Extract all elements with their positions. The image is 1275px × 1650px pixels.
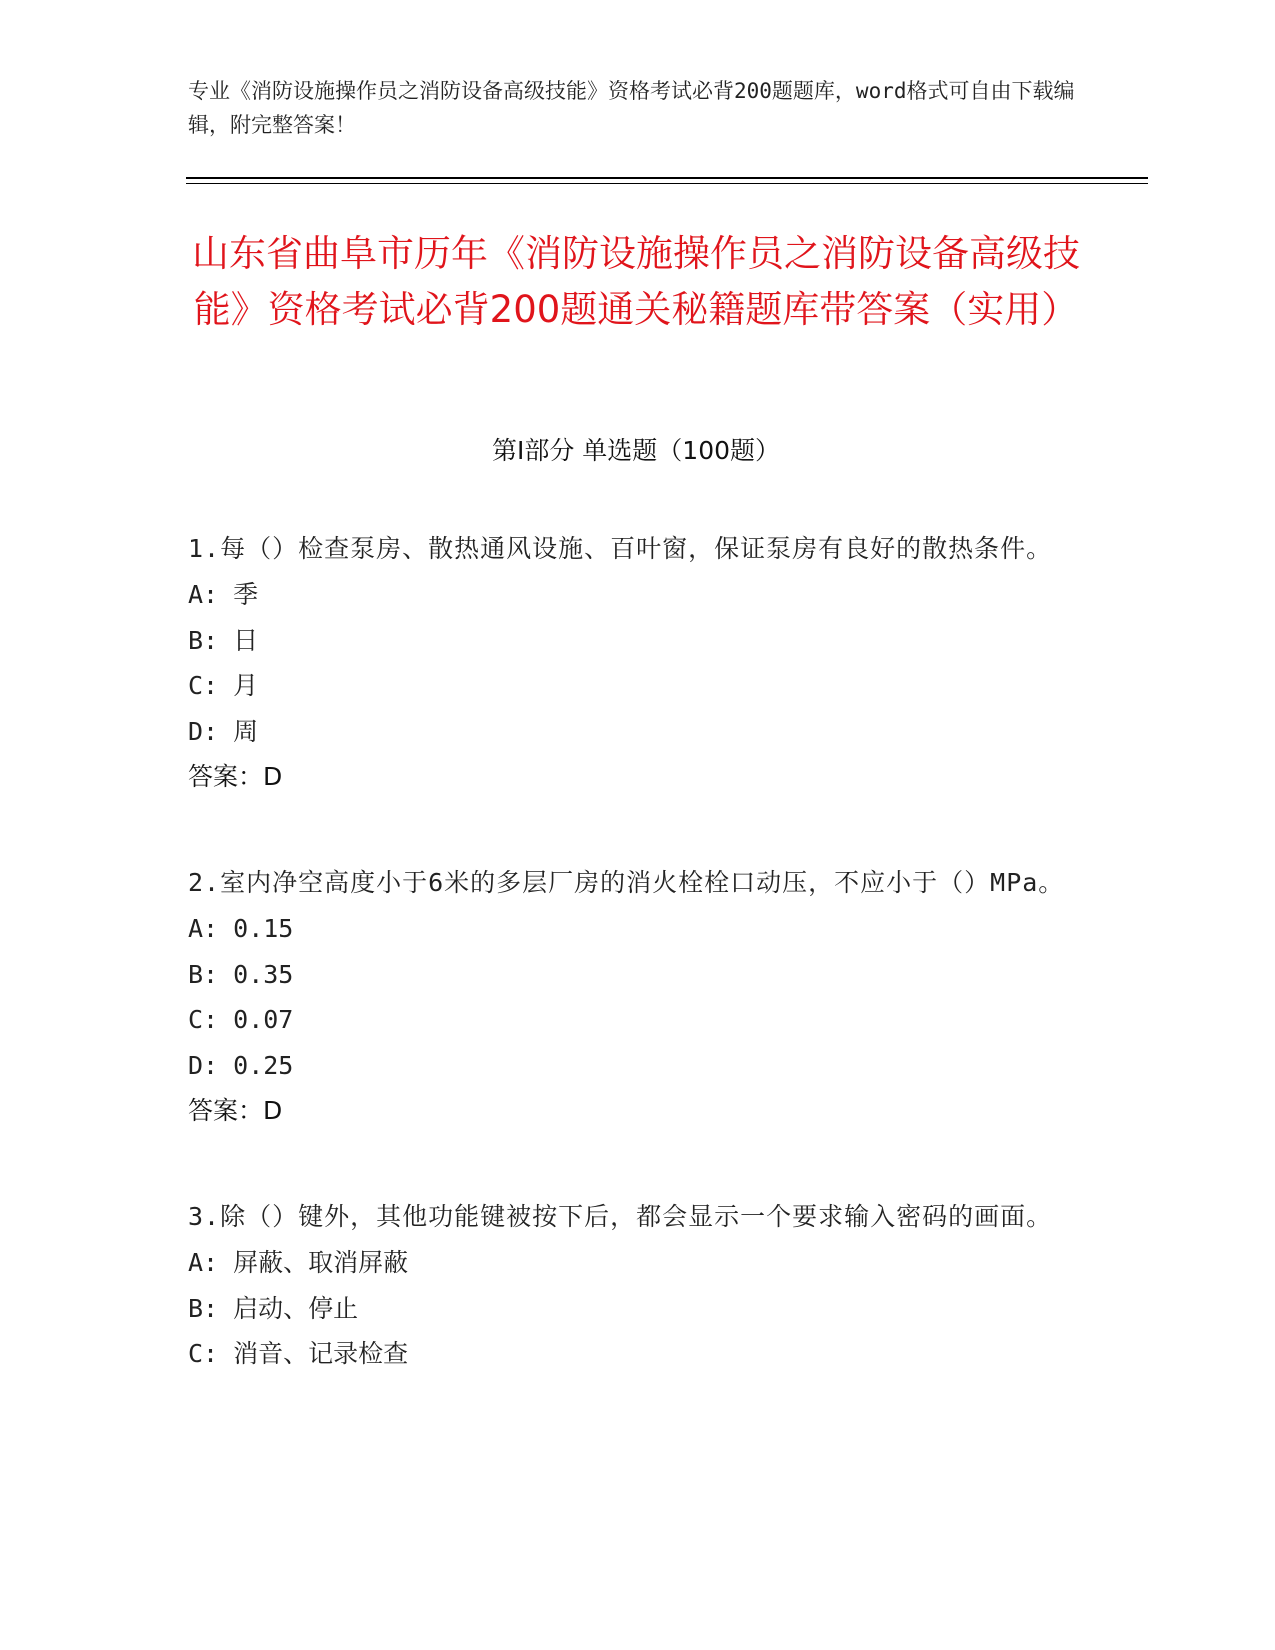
- header-note: 专业《消防设施操作员之消防设备高级技能》资格考试必背200题题库，word格式可自由下载编辑，附完整答案！: [188, 79, 1075, 137]
- answer-line: 答案：D: [188, 1096, 283, 1125]
- option-a: A: 0.15: [188, 914, 294, 943]
- question-stem: 3.除（）键外，其他功能键被按下后，都会显示一个要求输入密码的画面。: [188, 1202, 1053, 1231]
- document-title: 山东省曲阜市历年《消防设施操作员之消防设备高级技能》资格考试必背200题通关秘籍题库带答案（实用）: [192, 232, 1080, 331]
- question-stem: 2.室内净空高度小于6米的多层厂房的消火栓栓口动压，不应小于（）MPa。: [188, 868, 1065, 897]
- question-list: [188, 526, 1068, 1437]
- question-1: [188, 526, 1068, 800]
- header-rule-thick: [186, 177, 1148, 179]
- option-d: D: 周: [188, 716, 259, 746]
- question-3: [188, 1194, 1068, 1377]
- option-a: A: 屏蔽、取消屏蔽: [188, 1248, 409, 1277]
- option-c: C: 0.07: [188, 1005, 294, 1034]
- section-heading: 第Ⅰ部分 单选题（100题）: [491, 436, 781, 465]
- option-b: B: 日: [188, 625, 259, 655]
- option-b: B: 0.35: [188, 959, 294, 989]
- question-stem: 1.每（）检查泵房、散热通风设施、百叶窗，保证泵房有良好的散热条件。: [188, 534, 1053, 563]
- answer-line: 答案：D: [188, 762, 283, 791]
- option-a: A: 季: [188, 580, 259, 609]
- option-c: C: 消音、记录检查: [188, 1339, 409, 1368]
- header-rule-thin: [186, 183, 1148, 184]
- option-b: B: 启动、停止: [188, 1293, 359, 1323]
- option-d: D: 0.25: [188, 1050, 294, 1080]
- option-c: C: 月: [188, 671, 259, 700]
- question-2: [188, 860, 1068, 1134]
